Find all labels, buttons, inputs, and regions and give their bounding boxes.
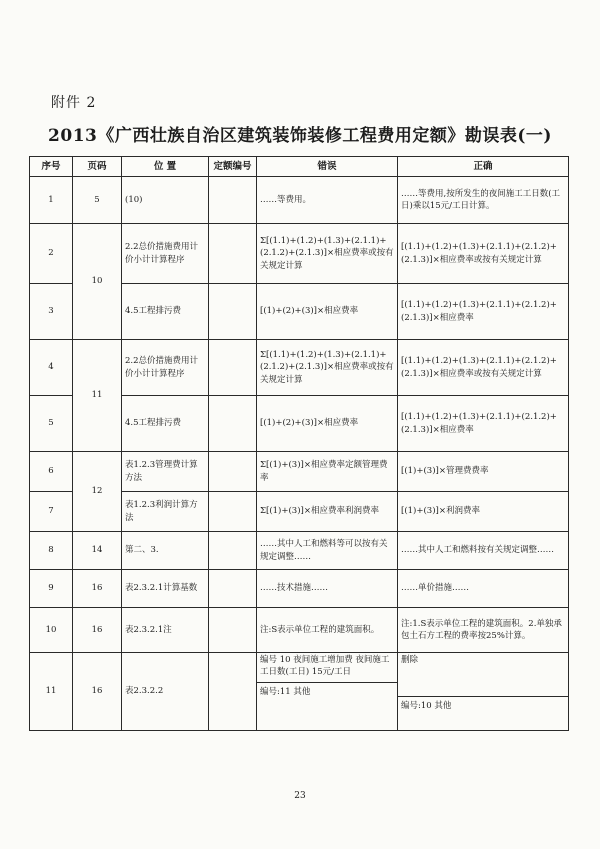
row-position: 表2.3.2.1计算基数	[122, 570, 209, 608]
row-position: 4.5工程排污费	[122, 396, 209, 452]
row-wrong: ……其中人工和燃料等可以按有关规定调整……	[257, 532, 398, 570]
row-code	[209, 532, 257, 570]
row-position: (10)	[122, 177, 209, 224]
row-page: 10	[73, 224, 122, 340]
row-correct: 注:1.S表示单位工程的建筑面积。2.单独承包土石方工程的费率按25%计算。	[398, 608, 569, 653]
table-row	[30, 224, 569, 284]
row-position: 第二、3.	[122, 532, 209, 570]
row-correct: [(1.1)+(1.2)+(1.3)+(2.1.1)+(2.1.2)+(2.1.3)]×相应费率	[398, 396, 569, 452]
header-correct: 正确	[398, 157, 569, 177]
header-wrong: 错误	[257, 157, 398, 177]
row-wrong: Σ[(1)+(3)]×相应费率定额管理费率	[257, 452, 398, 492]
table-row	[30, 608, 569, 653]
row-no: 2	[30, 224, 73, 284]
row-correct	[398, 653, 569, 731]
table-row	[30, 177, 569, 224]
row-no: 11	[30, 653, 73, 731]
row-no: 4	[30, 340, 73, 396]
row-page: 12	[73, 452, 122, 532]
row-page: 16	[73, 570, 122, 608]
row-code	[209, 340, 257, 396]
row-wrong: [(1)+(2)+(3)]×相应费率	[257, 284, 398, 340]
header-code: 定额编号	[209, 157, 257, 177]
table-row	[30, 532, 569, 570]
row-no: 6	[30, 452, 73, 492]
row-code	[209, 608, 257, 653]
table-row	[30, 570, 569, 608]
row-position: 表2.3.2.1注	[122, 608, 209, 653]
row-position: 4.5工程排污费	[122, 284, 209, 340]
row-correct: [(1.1)+(1.2)+(1.3)+(2.1.1)+(2.1.2)+(2.1.3)]×相应费率或按有关规定计算	[398, 224, 569, 284]
row-page: 14	[73, 532, 122, 570]
row-correct: [(1)+(3)]×管理费费率	[398, 452, 569, 492]
row-code	[209, 653, 257, 731]
row-no: 5	[30, 396, 73, 452]
row-wrong: Σ[(1.1)+(1.2)+(1.3)+(2.1.1)+(2.1.2)+(2.1.3)]×相应费率或按有关规定计算	[257, 340, 398, 396]
row-correct-main: 删除	[401, 655, 419, 665]
row-correct: ……其中人工和燃料按有关规定调整……	[398, 532, 569, 570]
errata-table	[29, 156, 569, 731]
row-no: 9	[30, 570, 73, 608]
row-code	[209, 396, 257, 452]
row-correct: ……单价措施……	[398, 570, 569, 608]
row-page: 16	[73, 608, 122, 653]
row-position: 2.2总价措施费用计价小计计算程序	[122, 224, 209, 284]
row-position: 表1.2.3管理费计算方法	[122, 452, 209, 492]
row-page: 5	[73, 177, 122, 224]
header-position: 位 置	[122, 157, 209, 177]
table-header-row	[30, 157, 569, 177]
row-wrong	[257, 653, 398, 731]
row-no: 8	[30, 532, 73, 570]
row-correct-secondary: 编号:10 其他	[398, 696, 568, 712]
row-code	[209, 177, 257, 224]
row-code	[209, 284, 257, 340]
page-number: 23	[294, 791, 306, 801]
row-no: 10	[30, 608, 73, 653]
row-correct: [(1.1)+(1.2)+(1.3)+(2.1.1)+(2.1.2)+(2.1.3)]×相应费率或按有关规定计算	[398, 340, 569, 396]
row-wrong: Σ[(1.1)+(1.2)+(1.3)+(2.1.1)+(2.1.2)+(2.1.3)]×相应费率或按有关规定计算	[257, 224, 398, 284]
row-wrong: Σ[(1)+(3)]×相应费率利润费率	[257, 492, 398, 532]
attachment-label: 附件 2	[51, 95, 97, 111]
table-row	[30, 452, 569, 492]
header-page: 页码	[73, 157, 122, 177]
row-no: 3	[30, 284, 73, 340]
document-title: 2013《广西壮族自治区建筑装饰装修工程费用定额》勘误表(一)	[48, 126, 552, 146]
row-code	[209, 452, 257, 492]
row-wrong: [(1)+(2)+(3)]×相应费率	[257, 396, 398, 452]
row-wrong-secondary: 编号:11 其他	[257, 682, 397, 698]
row-correct: [(1)+(3)]×利润费率	[398, 492, 569, 532]
row-code	[209, 570, 257, 608]
table-row	[30, 340, 569, 396]
row-position: 2.2总价措施费用计价小计计算程序	[122, 340, 209, 396]
row-position: 表1.2.3利润计算方法	[122, 492, 209, 532]
header-no: 序号	[30, 157, 73, 177]
row-wrong: ……技术措施……	[257, 570, 398, 608]
row-no: 1	[30, 177, 73, 224]
row-correct: [(1.1)+(1.2)+(1.3)+(2.1.1)+(2.1.2)+(2.1.3)]×相应费率	[398, 284, 569, 340]
row-wrong-main: 编号 10 夜间施工增加费 夜间施工工日数(工日) 15元/工日	[260, 655, 390, 678]
row-page: 11	[73, 340, 122, 452]
row-code	[209, 224, 257, 284]
row-code	[209, 492, 257, 532]
row-no: 7	[30, 492, 73, 532]
table-row	[30, 653, 569, 731]
row-wrong: 注:S表示单位工程的建筑面积。	[257, 608, 398, 653]
row-correct: ……等费用,按所发生的夜间施工工日数(工日)乘以15元/工日计算。	[398, 177, 569, 224]
row-wrong: ……等费用。	[257, 177, 398, 224]
row-page: 16	[73, 653, 122, 731]
row-position: 表2.3.2.2	[122, 653, 209, 731]
